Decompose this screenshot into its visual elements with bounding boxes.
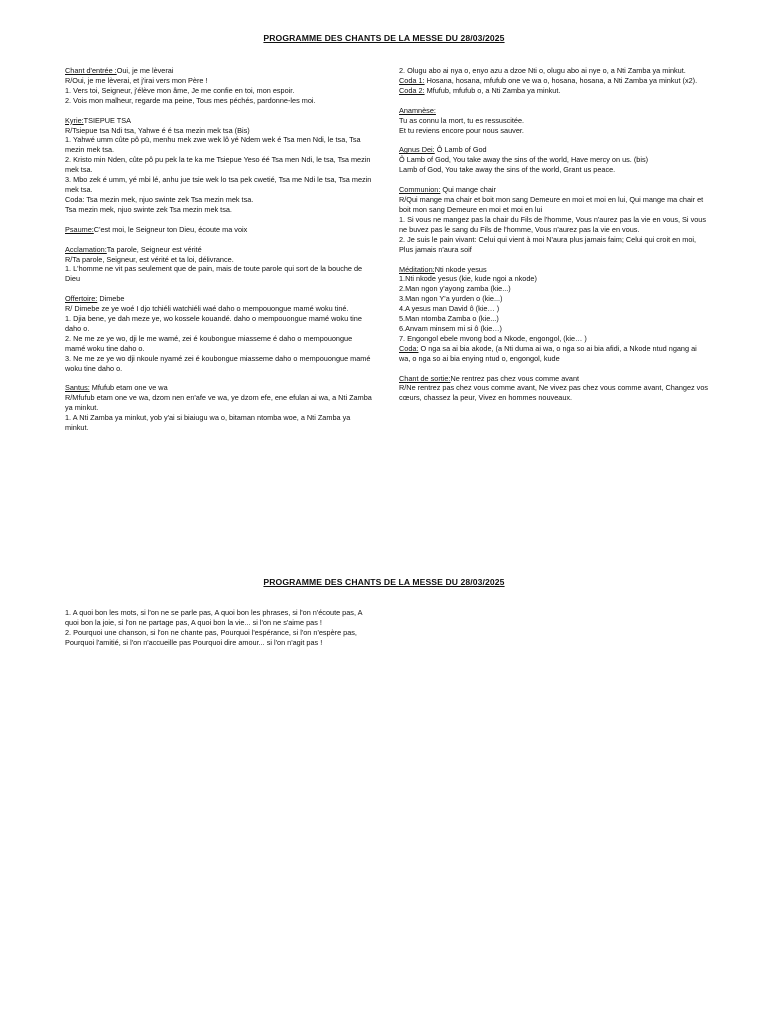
section-kyrie	[65, 116, 373, 215]
text-line: Ô Lamb of God, You take away the sins of the world, Have mercy on us. (bis)	[399, 155, 649, 165]
text-line: Tu as connu la mort, tu es ressuscitée.	[399, 115, 525, 125]
text-line: 1. Si vous ne mangez pas la chair du Fils de l'homme, Vous n'aurez pas la vie en vous, Si vous ne buvez pas le sang du Fils de l'homme, Vous n'aurez pas la vie en vous.	[399, 214, 706, 234]
right-column	[399, 66, 709, 413]
text-line: 3. Mbo zek é umm, yé mbi lé, anhu jue tsie wek lo tsa pek cwetié, Tsa me Ndi le tsa, Tsa mezin mek tsa.	[65, 175, 372, 194]
text-line: R/Tsiepue tsa Ndi tsa, Yahwe é é tsa mezin mek tsa (Bis)	[65, 125, 250, 135]
text-line: 2. Je suis le pain vivant: Celui qui vient à moi N'aura plus jamais faim; Celui qui croit en moi, Plus jamais n'aura soif	[399, 234, 697, 254]
text-line: 3.Man ngon Y'a yurden o (kie...)	[399, 294, 503, 304]
text-line: 2. Vois mon malheur, regarde ma peine, Tous mes péchés, pardonne-les moi.	[65, 95, 316, 105]
section-label: Psaume:	[65, 224, 94, 234]
section-chant-de-sortie	[399, 374, 709, 404]
section-block-0	[399, 66, 709, 96]
coda-text: Hosana, hosana, mfufub one ve wa o, hosana, hosana, a Nti Zamba ya minkut (x2).	[424, 75, 698, 85]
text-line: Coda: Tsa mezin mek, njuo swinte zek Tsa mezin mek tsa.	[65, 194, 254, 204]
text-line: Et tu reviens encore pour nous sauver.	[399, 125, 524, 135]
section-title: Ô Lamb of God	[434, 145, 487, 155]
section-heading	[65, 383, 373, 393]
section-santus	[65, 383, 373, 433]
section-title: Ta parole, Seigneur est vérité	[106, 244, 202, 254]
coda-line	[399, 344, 709, 364]
section-title: Mfufub etam one ve wa	[89, 383, 168, 393]
section-title: Ne rentrez pas chez vous comme avant	[450, 373, 580, 383]
bottom-verse-2: 2. Pourquoi une chanson, si l'on ne chante pas, Pourquoi l'espérance, si l'on n'espère pas, Pourquoi l'amitié, si l'on n'accueille pas Pourquoi dire amour... si l'on n'agit pas !	[65, 627, 357, 647]
section-heading	[65, 245, 373, 255]
section-acclamation	[65, 245, 373, 285]
section-title: Dimebe	[97, 294, 125, 304]
coda-line	[399, 86, 709, 96]
section-label: Santus:	[65, 383, 90, 393]
text-line: 7. Engongol ebele mvong bod a Nkode, engongol, (kie… )	[399, 333, 587, 343]
text-line: 1. A Nti Zamba ya minkut, yob y'ai si biaiugu wa o, bitaman ntomba woe, a Nti Zamba ya minkut.	[65, 413, 351, 433]
bottom-verse-1: 1. A quoi bon les mots, si l'on ne se parle pas, A quoi bon les phrases, si l'on n'écoute pas, A quoi bon la joie, si l'on ne partage pas, A quoi bon la vie... si l'on ne s'aime pas !	[65, 608, 363, 627]
text-line: 2. Ne me ze ye wo, dji le me wamé, zei é koubongue miasseme é daho o mempouongue mamé woku tine daho o.	[65, 333, 353, 353]
section-heading	[399, 265, 709, 275]
section-psaume	[65, 225, 373, 235]
section-label: Chant d'entrée :	[65, 66, 117, 75]
left-column	[65, 66, 373, 443]
section-heading	[65, 66, 373, 76]
section-label: Agnus Dei:	[399, 145, 435, 155]
text-line: 2. Kristo min Nden, cûte pô pu pek la te ka me Tsiepue Yeso éé Tsa men Ndi, le tsa, Tsa mezin mek tsa.	[65, 155, 371, 175]
text-line: 1. L'homme ne vit pas seulement que de pain, mais de toute parole qui sort de la bouche de Dieu	[65, 264, 363, 284]
text-line: 1.Nti nkode yesus (kie, kude ngoi a nkode)	[399, 274, 537, 284]
coda-line	[399, 76, 709, 86]
section-agnus-dei	[399, 145, 709, 175]
section-heading	[399, 374, 709, 384]
text-line: Lamb of God, You take away the sins of the world, Grant us peace.	[399, 165, 616, 175]
section-heading	[399, 185, 709, 195]
section-label: Chant de sortie:	[399, 373, 451, 383]
section-heading	[65, 294, 373, 304]
coda-text: O nga sa ai bia akode, (a Nti duma ai wa, o nga so ai bia afidi, a Nkode ntud ngang ai wa, o nga so ai bia enying ntud o, engongol, kude	[399, 343, 697, 363]
text-line: 6.Anvam minsem mi si ô (kie…)	[399, 323, 502, 333]
text-line: 1. Vers toi, Seigneur, j'élève mon âme, Je me confie en toi, mon espoir.	[65, 85, 295, 95]
coda-text: Mfufub, mfufub o, a Nti Zamba ya minkut.	[424, 85, 561, 95]
coda-label: Coda:	[399, 343, 419, 353]
page-title-top: PROGRAMME DES CHANTS DE LA MESSE DU 28/03/2025	[263, 33, 505, 43]
text-line: 1. Djia bene, ye dah meze ye, wo kossele kouandé. daho o mempouongue mamé woku tine daho o.	[65, 314, 362, 333]
section-label: Communion:	[399, 185, 441, 195]
section-title: TSIEPUE TSA	[83, 115, 131, 125]
bottom-section	[65, 608, 377, 648]
section-heading	[399, 106, 709, 116]
text-line: R/Ne rentrez pas chez vous comme avant, Ne vivez pas chez vous comme avant, Changez vos cœurs, chassez la peur, Vivez en hommes nouveaux.	[399, 383, 709, 403]
text-line: R/ Dimebe ze ye woé I djo tchiéli watchiéli waé daho o mempouongue mamé woku tiné.	[65, 304, 349, 314]
text-line: 2. Olugu abo ai nya o, enyo azu a dzoe Nti o, olugu abo ai nye o, a Nti Zamba ya minkut.	[399, 66, 686, 75]
page-title-bottom: PROGRAMME DES CHANTS DE LA MESSE DU 28/03/2025	[263, 577, 505, 587]
text-line: R/Ta parole, Seigneur, est vérité et ta loi, délivrance.	[65, 254, 234, 264]
section-label: Méditation:	[399, 264, 435, 274]
section-label: Offertoire:	[65, 294, 98, 304]
section-label: Kyrie:	[65, 115, 84, 125]
text-line: 1. Yahwé umm cûte pô pü, menhu mek zwe wek lô yé Ndem wek é Tsa men Ndi, le tsa, Tsa mezin mek tsa.	[65, 135, 361, 155]
section-meditation	[399, 265, 709, 364]
section-communion	[399, 185, 709, 254]
coda-label: Coda 1:	[399, 75, 425, 85]
text-line: R/Mfufub etam one ve wa, dzom nen en'afe ve wa, ye dzom efe, ene efulan ai wa, a Nti Zamba ya minkut.	[65, 393, 372, 413]
text-line: 2.Man ngon y'ayong zamba (kie...)	[399, 284, 511, 294]
section-label: Anamnèse:	[399, 105, 436, 115]
section-heading	[65, 116, 373, 126]
section-title: Nti nkode yesus	[434, 264, 487, 274]
section-title: Qui mange chair	[440, 185, 496, 195]
section-chant-d-entree	[65, 66, 373, 106]
text-line: Tsa mezin mek, njuo swinte zek Tsa mezin mek tsa.	[65, 204, 232, 214]
section-title: Oui, je me lèverai	[116, 66, 174, 75]
text-line: R/Qui mange ma chair et boit mon sang Demeure en moi et moi en lui, Qui mange ma chair et boit mon sang Demeure en moi et moi en lui	[399, 195, 704, 214]
coda-label: Coda 2:	[399, 85, 425, 95]
section-heading	[65, 225, 373, 235]
section-title: C'est moi, le Seigneur ton Dieu, écoute ma voix	[93, 224, 248, 234]
section-anamnese	[399, 106, 709, 136]
section-label: Acclamation:	[65, 244, 107, 254]
section-heading	[399, 145, 709, 155]
text-line: 5.Man ntomba Zamba o (kie...)	[399, 314, 499, 324]
text-line: 4.A yesus man David ô (kie… )	[399, 304, 500, 314]
text-line: R/Oui, je me lèverai, et j'irai vers mon Père !	[65, 75, 208, 85]
section-offertoire	[65, 294, 373, 373]
text-line: 3. Ne me ze ye wo dji nkoule nyamé zei é koubongue miasseme daho o mempouongue mamé woku tine daho o.	[65, 353, 371, 373]
